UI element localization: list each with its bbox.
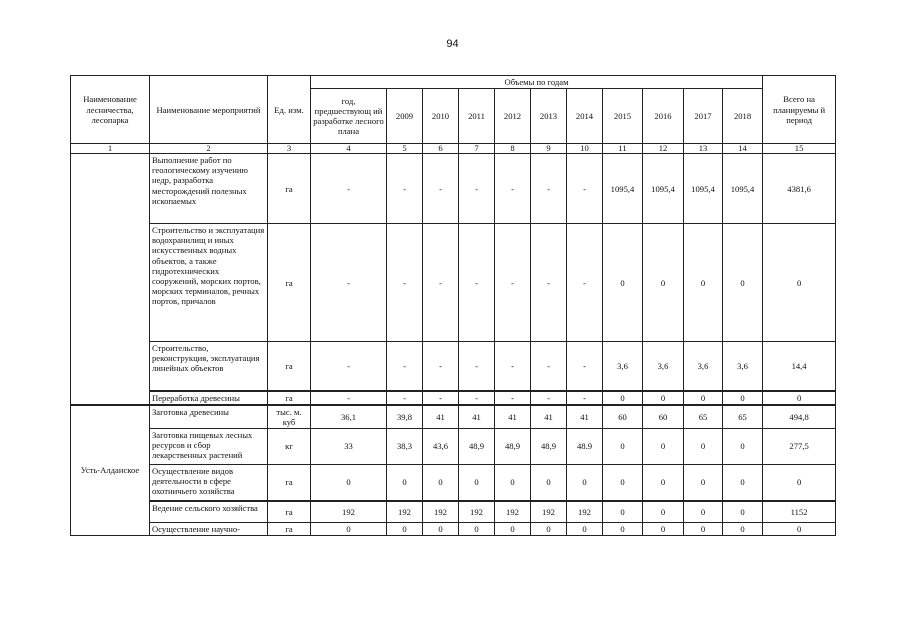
- activity-name: Осуществление видов деятельности в сфере охотничьего хозяйства: [150, 465, 268, 501]
- value-cell: 0: [423, 523, 459, 536]
- column-number: 7: [459, 144, 495, 154]
- table-row: [71, 465, 836, 501]
- value-cell: 0: [643, 465, 684, 501]
- value-cell: -: [387, 224, 423, 342]
- table-row: [71, 429, 836, 465]
- page-number: 94: [446, 38, 459, 50]
- column-number: 6: [423, 144, 459, 154]
- activity-name: Ведение сельского хозяйства: [150, 501, 268, 523]
- unit-cell: га: [268, 523, 311, 536]
- value-cell: 0: [684, 523, 723, 536]
- value-cell: 0: [603, 501, 643, 523]
- header-year: 2017: [684, 89, 723, 144]
- value-cell: 1095,4: [684, 154, 723, 224]
- column-number: 11: [603, 144, 643, 154]
- table-row: [71, 501, 836, 523]
- value-cell: 41: [567, 405, 603, 429]
- value-cell: 0: [723, 465, 763, 501]
- value-cell: -: [311, 342, 387, 391]
- value-cell: 1095,4: [603, 154, 643, 224]
- total-cell: 4381,6: [763, 154, 836, 224]
- value-cell: 48.9: [567, 429, 603, 465]
- column-number: 13: [684, 144, 723, 154]
- total-cell: 0: [763, 391, 836, 405]
- value-cell: 0: [723, 391, 763, 405]
- value-cell: 0: [684, 391, 723, 405]
- column-number: 3: [268, 144, 311, 154]
- column-number: 5: [387, 144, 423, 154]
- column-number: 1: [71, 144, 150, 154]
- value-cell: -: [531, 391, 567, 405]
- value-cell: 192: [423, 501, 459, 523]
- value-cell: 0: [643, 391, 684, 405]
- value-cell: -: [387, 342, 423, 391]
- unit-cell: га: [268, 465, 311, 501]
- header-year: 2010: [423, 89, 459, 144]
- forestry-name: [71, 154, 150, 405]
- value-cell: -: [387, 391, 423, 405]
- value-cell: 41: [531, 405, 567, 429]
- value-cell: 65: [684, 405, 723, 429]
- total-cell: 1152: [763, 501, 836, 523]
- value-cell: 48,9: [531, 429, 567, 465]
- value-cell: 0: [643, 501, 684, 523]
- header-unit: Ед. изм.: [268, 76, 311, 144]
- value-cell: 192: [387, 501, 423, 523]
- value-cell: 192: [567, 501, 603, 523]
- value-cell: 0: [643, 429, 684, 465]
- value-cell: -: [567, 154, 603, 224]
- header-volumes-by-year: Объемы по годам: [311, 76, 763, 89]
- value-cell: 0: [311, 465, 387, 501]
- value-cell: 0: [684, 429, 723, 465]
- value-cell: -: [459, 342, 495, 391]
- value-cell: 0: [603, 391, 643, 405]
- header-activity: Наименование мероприятий: [150, 76, 268, 144]
- value-cell: 0: [495, 523, 531, 536]
- value-cell: -: [567, 224, 603, 342]
- value-cell: 3,6: [603, 342, 643, 391]
- total-cell: 0: [763, 523, 836, 536]
- header-year: 2015: [603, 89, 643, 144]
- value-cell: 1095,4: [643, 154, 684, 224]
- value-cell: 0: [684, 465, 723, 501]
- table-row: [71, 154, 836, 224]
- value-cell: 0: [311, 523, 387, 536]
- value-cell: -: [531, 154, 567, 224]
- value-cell: 0: [603, 465, 643, 501]
- header-year: 2012: [495, 89, 531, 144]
- header-year: 2011: [459, 89, 495, 144]
- value-cell: 41: [495, 405, 531, 429]
- value-cell: 192: [495, 501, 531, 523]
- unit-cell: га: [268, 501, 311, 523]
- column-number: 4: [311, 144, 387, 154]
- value-cell: -: [459, 391, 495, 405]
- column-number: 2: [150, 144, 268, 154]
- value-cell: 0: [387, 465, 423, 501]
- value-cell: -: [423, 391, 459, 405]
- value-cell: 0: [567, 523, 603, 536]
- value-cell: -: [495, 154, 531, 224]
- unit-cell: тыс. м. куб: [268, 405, 311, 429]
- activity-name: Строительство, реконструкция, эксплуатация линейных объектов: [150, 342, 268, 391]
- value-cell: 0: [723, 224, 763, 342]
- value-cell: 43,6: [423, 429, 459, 465]
- unit-cell: кг: [268, 429, 311, 465]
- value-cell: 48,9: [459, 429, 495, 465]
- value-cell: -: [567, 391, 603, 405]
- value-cell: 0: [459, 523, 495, 536]
- value-cell: -: [495, 391, 531, 405]
- value-cell: -: [311, 154, 387, 224]
- total-cell: 277,5: [763, 429, 836, 465]
- column-number: 8: [495, 144, 531, 154]
- header-total: Всего на планируемы й период: [763, 76, 836, 144]
- column-number: 10: [567, 144, 603, 154]
- table-row: [71, 405, 836, 429]
- value-cell: -: [495, 342, 531, 391]
- value-cell: -: [423, 154, 459, 224]
- value-cell: 0: [387, 523, 423, 536]
- value-cell: 0: [531, 465, 567, 501]
- total-cell: 0: [763, 465, 836, 501]
- value-cell: 36,1: [311, 405, 387, 429]
- header-year: 2013: [531, 89, 567, 144]
- value-cell: 0: [723, 501, 763, 523]
- unit-cell: га: [268, 342, 311, 391]
- value-cell: 48,9: [495, 429, 531, 465]
- value-cell: -: [423, 224, 459, 342]
- value-cell: 0: [723, 429, 763, 465]
- activity-name: Переработка древесины: [150, 391, 268, 405]
- value-cell: -: [495, 224, 531, 342]
- value-cell: 192: [311, 501, 387, 523]
- value-cell: 33: [311, 429, 387, 465]
- value-cell: 0: [684, 224, 723, 342]
- table-row: [71, 523, 836, 536]
- header-year: 2018: [723, 89, 763, 144]
- value-cell: 0: [684, 501, 723, 523]
- value-cell: 192: [459, 501, 495, 523]
- value-cell: -: [567, 342, 603, 391]
- value-cell: 41: [459, 405, 495, 429]
- total-cell: 494,8: [763, 405, 836, 429]
- total-cell: 0: [763, 224, 836, 342]
- value-cell: -: [423, 342, 459, 391]
- forest-plan-table: [70, 75, 836, 536]
- forestry-name: Усть-Алданское: [71, 405, 150, 536]
- value-cell: 0: [567, 465, 603, 501]
- value-cell: 0: [723, 523, 763, 536]
- value-cell: -: [531, 342, 567, 391]
- table-row: [71, 224, 836, 342]
- header-year: 2009: [387, 89, 423, 144]
- value-cell: 3,6: [684, 342, 723, 391]
- value-cell: -: [459, 224, 495, 342]
- value-cell: 3,6: [723, 342, 763, 391]
- value-cell: 60: [603, 405, 643, 429]
- total-cell: 14,4: [763, 342, 836, 391]
- value-cell: 0: [495, 465, 531, 501]
- unit-cell: га: [268, 224, 311, 342]
- value-cell: 0: [423, 465, 459, 501]
- activity-name: Заготовка пищевых лесных ресурсов и сбор лекарственных растений: [150, 429, 268, 465]
- header-year: 2016: [643, 89, 684, 144]
- header-year: 2014: [567, 89, 603, 144]
- column-number: 14: [723, 144, 763, 154]
- value-cell: 192: [531, 501, 567, 523]
- value-cell: 0: [603, 224, 643, 342]
- value-cell: -: [531, 224, 567, 342]
- value-cell: 0: [643, 224, 684, 342]
- table-row: [71, 391, 836, 405]
- activity-name: Заготовка древесины: [150, 405, 268, 429]
- activity-name: Осуществление научно-: [150, 523, 268, 536]
- header-year-before: год, предшествующ ий разработке лесного плана: [311, 89, 387, 144]
- value-cell: 0: [459, 465, 495, 501]
- activity-name: Строительство и эксплуатация водохранилищ и иных искусственных водных объектов, а также гидротехнических сооружений, морских портов, морских терминалов, речных портов, причалов: [150, 224, 268, 342]
- activity-name: Выполнение работ по геологическому изучению недр, разработка месторождений полезных ископаемых: [150, 154, 268, 224]
- value-cell: 0: [603, 429, 643, 465]
- column-number: 12: [643, 144, 684, 154]
- column-number: 15: [763, 144, 836, 154]
- value-cell: -: [459, 154, 495, 224]
- unit-cell: га: [268, 391, 311, 405]
- value-cell: -: [387, 154, 423, 224]
- value-cell: -: [311, 224, 387, 342]
- value-cell: 39,8: [387, 405, 423, 429]
- value-cell: 38,3: [387, 429, 423, 465]
- value-cell: 60: [643, 405, 684, 429]
- value-cell: 3,6: [643, 342, 684, 391]
- column-number: 9: [531, 144, 567, 154]
- value-cell: 0: [603, 523, 643, 536]
- value-cell: 65: [723, 405, 763, 429]
- value-cell: -: [311, 391, 387, 405]
- value-cell: 41: [423, 405, 459, 429]
- value-cell: 0: [643, 523, 684, 536]
- value-cell: 0: [531, 523, 567, 536]
- header-forestry: Наименование лесничества, лесопарка: [71, 76, 150, 144]
- value-cell: 1095,4: [723, 154, 763, 224]
- table-row: [71, 342, 836, 391]
- unit-cell: га: [268, 154, 311, 224]
